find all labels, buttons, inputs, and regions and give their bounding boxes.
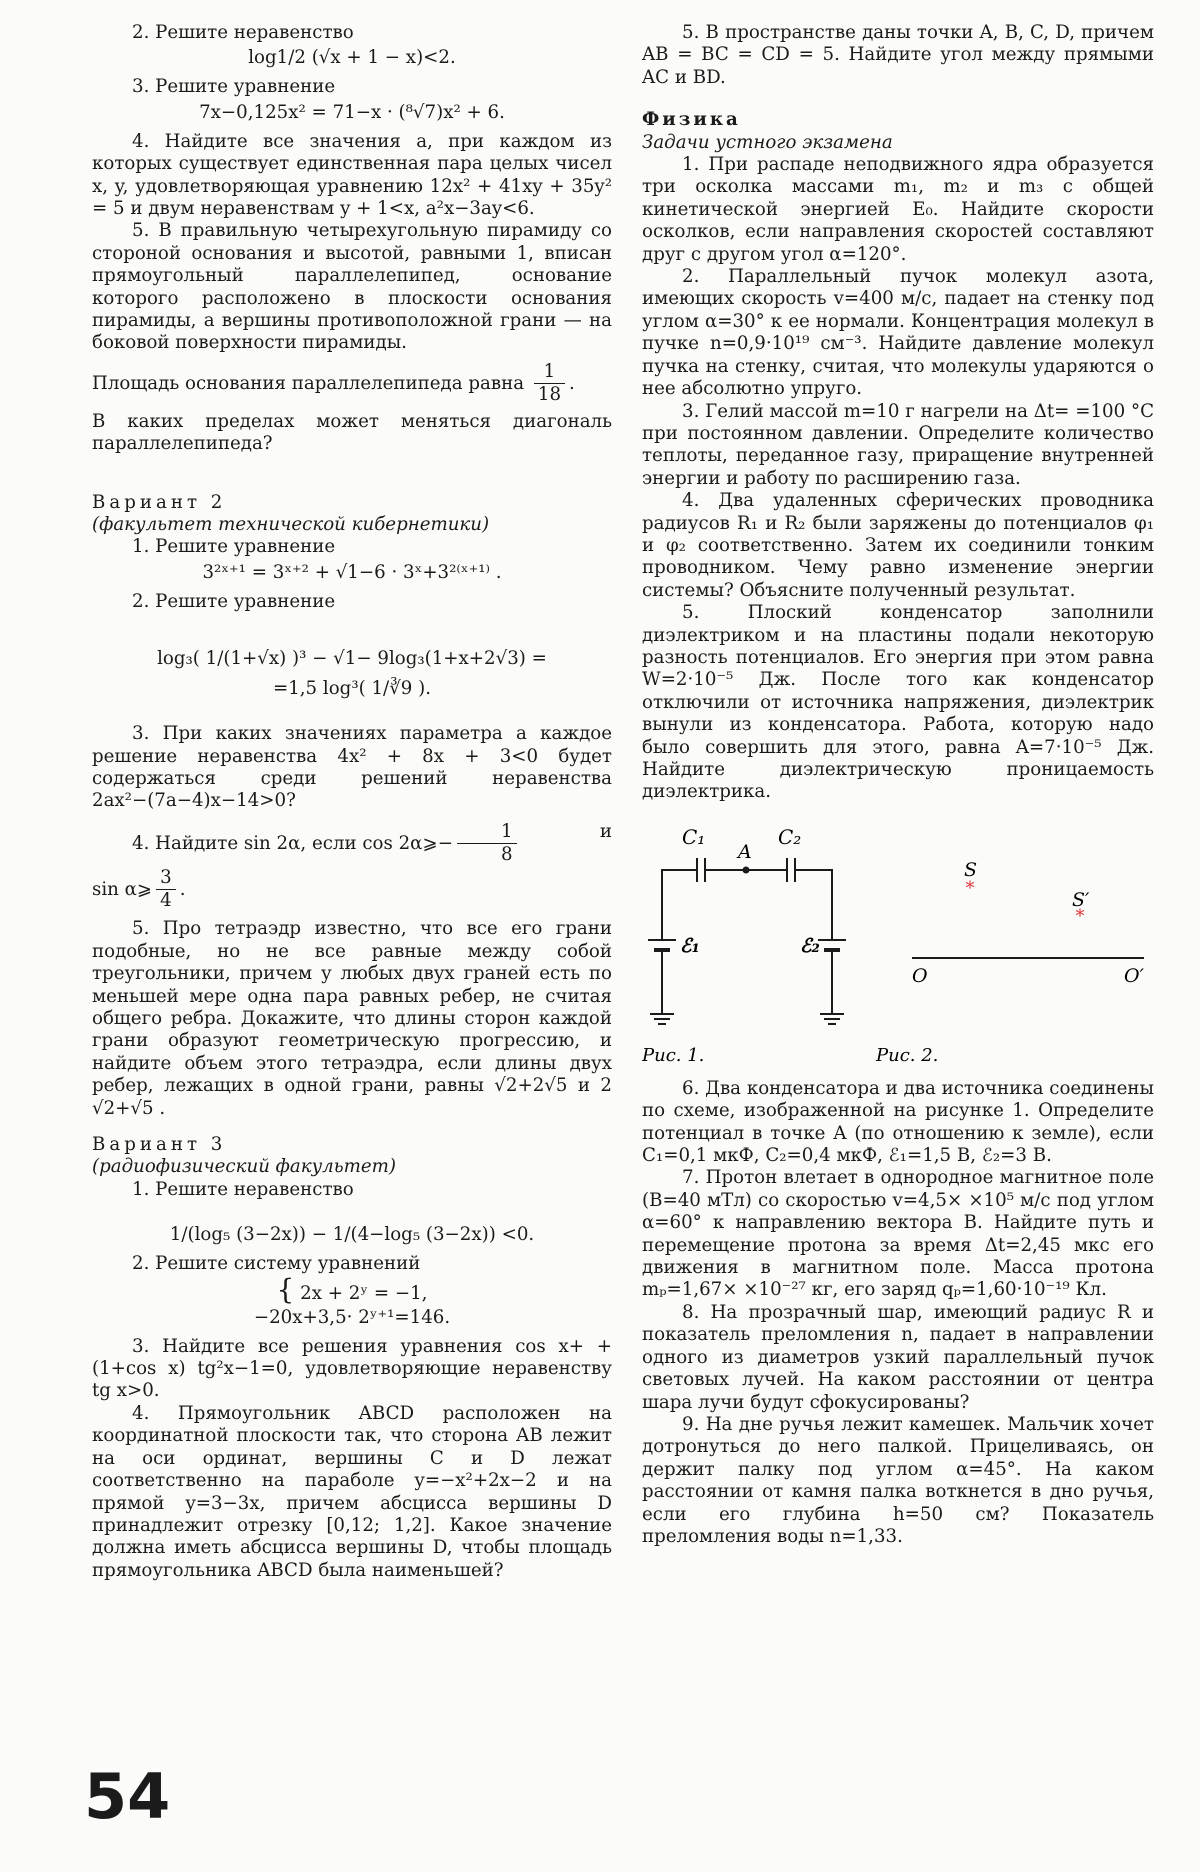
right-column [642, 22, 1154, 1548]
physics-problem-2: 2. Параллельный пучок молекул азота, имеющих скорость v=400 м/с, падает на стенку под углом α=30° к ее нормали. Концентрация молекул в пучке n=0,9·10¹⁹ см⁻³. Найдите давление молекул пучка на стенку, считая, что молекулы ударяются о нее абсолютно упруго. [642, 266, 1154, 400]
geometry-problem-5: 5. В пространстве даны точки A, B, C, D, причем AB = BC = CD = 5. Найдите угол между прямыми AC и BD. [642, 22, 1154, 88]
v3-problem-2: 2. Решите систему уравнений [132, 1253, 421, 1275]
variant-2-faculty: (факультет технической кибернетики) [92, 513, 490, 535]
v2-problem-1: 1. Решите уравнение [132, 536, 336, 558]
problem-4: 4. Найдите все значения a, при каждом из которых существует единственная пара целых чисел x, y, удовлетворяющая уравнению 12x² + 41xy + 35y² = 5 и двум неравенствам y + 1<x, a²x−3ay<6. [92, 130, 612, 220]
page-number: 54 [84, 1760, 171, 1833]
variant-3-heading: Вариант 3 [92, 1134, 227, 1156]
label-e1: ℰ₁ [680, 934, 700, 957]
v3-formula-2a: { 2x + 2ʸ = −1, [276, 1272, 428, 1306]
node-a-dot [743, 866, 750, 873]
variant-2-heading: Вариант 2 [92, 491, 227, 513]
variant-3-faculty: (радиофизический факультет) [92, 1156, 397, 1178]
fraction-1-18: $\frac{1}{18}$ [534, 361, 565, 407]
physics-problem-3: 3. Гелий массой m=10 г нагрели на Δt= =100 °С при постоянном давлении. Определите количество теплоты, переданное газу, приращение внутренней энергии и работу по расширению газа. [642, 400, 1154, 489]
v3-formula-1: 1/(log₅ (3−2x)) − 1/(4−log₅ (3−2x)) <0. [169, 1224, 535, 1246]
label-c2: C₂ [778, 824, 802, 849]
v3-formula-2b: −20x+3,5· 2ʸ⁺¹=146. [253, 1306, 451, 1328]
physics-problem-6: 6. Два конденсатора и два источника соединены по схеме, изображенной на рисунке 1. Определите потенциал в точке A (по отношению к земле), если C₁=0,1 мкФ, C₂=0,4 мкФ, ℰ₁=1,5 В, ℰ₂=3 В. [642, 1077, 1154, 1167]
label-s-prime: S′ [1072, 888, 1090, 911]
caption-fig-1: Рис. 1. [642, 1044, 705, 1066]
physics-problem-1: 1. При распаде неподвижного ядра образуется три осколка массами m₁, m₂ и m₃ с общей кинетической энергией E₀. Найдите скорости осколков, если направления скоростей составляют друг с другом угол α=120°. [642, 154, 1154, 265]
problem-5-area: Площадь основания параллелепипеда равна $\frac{1}{18}$ . [92, 360, 575, 406]
caption-fig-2: Рис. 2. [876, 1044, 939, 1066]
v2-problem-2: 2. Решите уравнение [132, 590, 336, 612]
v2-problem-4: 4. Найдите sin 2α, если cos 2α⩾− $\frac{1}{8}$ и [132, 820, 612, 866]
v2-problem-5: 5. Про тетраэдр известно, что все его грани подобные, но не все равные между собой треугольники, причем у любых двух граней есть по меньшей мере одна пара равных ребер, не считая общего ребра. Докажите, что длины сторон каждой грани образуют геометрическую прогрессию, и найдите объем этого тетраэдра, если длины двух ребер, лежащих в одной грани, равны √2+2√5 и 2 √2+√5 . [92, 918, 612, 1119]
formula-log-inequality: log1/2 (√x + 1 − x)<2. [248, 47, 456, 69]
v2-problem-4-cont: sin α⩾ $\frac{3}{4}$ . [92, 866, 186, 911]
circuit-diagram [648, 858, 1144, 1024]
v3-problem-3: 3. Найдите все решения уравнения cos x+ + (1+cos x) tg²x−1=0, удовлетворяющие неравенству tg x>0. [92, 1335, 612, 1402]
problem-5: 5. В правильную четырехугольную пирамиду со стороной основания и высотой, равными 1, вписан прямоугольный параллелепипед, основание которого расположено в плоскости основания пирамиды, а вершины противоположной грани — на боковой поверхности пирамиды. [92, 220, 612, 354]
physics-problem-9: 9. На дне ручья лежит камешек. Мальчик хочет дотронуться до него палкой. Прицеливаясь, он держит палку под углом α=45°. На каком расстоянии от камня палка воткнется в дно ручья, если его глубина h=50 см? Показатель преломления воды n=1,33. [642, 1413, 1154, 1547]
fraction-3-4: $\frac{3}{4}$ [156, 867, 176, 913]
figures [642, 818, 1154, 1068]
v2-problem-3: 3. При каких значениях параметра a каждое решение неравенства 4x² + 8x + 3<0 будет содержаться среди решений неравенства 2ax²−(7a−4)x−14>0? [92, 723, 612, 812]
figures-svg [642, 818, 1154, 1068]
physics-problem-7: 7. Протон влетает в однородное магнитное поле (B=40 мТл) со скоростью v=4,5× ×10⁵ м/с под углом α=60° к направлению вектора B. Найдите путь и перемещение протона за время Δt=2,45 мкс его движения в магнитном поле. Масса протона mₚ=1,67× ×10⁻²⁷ кг, его заряд qₚ=1,60·10⁻¹⁹ Кл. [642, 1167, 1154, 1301]
v2-formula-2b: =1,5 log³( 1/∛9 ). [272, 678, 432, 700]
physics-heading: Физика [642, 109, 741, 131]
label-s: S [964, 858, 978, 881]
problem-3: 3. Решите уравнение [132, 76, 336, 98]
physics-problem-4: 4. Два удаленных сферических проводника радиусов R₁ и R₂ были заряжены до потенциалов φ₁ и φ₂ соответственно. Затем их соединили тонким проводником. Чему равно изменение энергии системы? Объясните полученный результат. [642, 490, 1154, 601]
physics-problem-5: 5. Плоский конденсатор заполнили диэлектриком и на пластины подали некоторую разность потенциалов. Его энергия при этом равна W=2·10⁻⁵ Дж. После того как конденсатор отключили от источника напряжения, диэлектрик вынули из конденсатора. Работа, которую надо было совершить для этого, равна A=7·10⁻⁵ Дж. Найдите диэлектрическую проницаемость диэлектрика. [642, 602, 1154, 803]
problem-2: 2. Решите неравенство [132, 22, 354, 43]
fraction-1-8: $\frac{1}{8}$ [457, 821, 517, 867]
wire-left [662, 870, 697, 940]
label-e2: ℰ₂ [800, 934, 820, 957]
oral-exam-subheading: Задачи устного экзамена [642, 131, 893, 153]
label-o: O [912, 964, 928, 987]
left-column [92, 22, 612, 1582]
physics-problem-8: 8. На прозрачный шар, имеющий радиус R и показатель преломления n, падает в направлении одного из диаметров узкий параллельный пучок световых лучей. На каком расстоянии от центра шара лучи будут сфокусированы? [642, 1301, 1154, 1413]
image-s-prime-star-icon: * [1075, 905, 1085, 927]
v2-formula-2a: log₃( 1/(1+√x) )³ − √1− 9log₃(1+x+2√3) = [157, 648, 547, 670]
label-o-prime: O′ [1124, 964, 1144, 987]
source-s-star-icon: * [965, 877, 975, 899]
label-a: A [738, 840, 752, 863]
problem-5-question: В каких пределах может меняться диагональ параллелепипеда? [92, 410, 612, 455]
v2-formula-1: 3²ˣ⁺¹ = 3ˣ⁺² + √1−6 · 3ˣ+3²⁽ˣ⁺¹⁾ . [202, 561, 502, 583]
v3-problem-4: 4. Прямоугольник ABCD расположен на координатной плоскости так, что сторона AB лежит на оси ординат, вершины C и D лежат соответственно на параболе y=−x²+2x−2 и на прямой y=3−3x, причем абсцисса вершины D принадлежит отрезку [0,12; 1,2]. Какое значение должна иметь абсцисса вершины D, чтобы площадь прямоугольника ABCD была наименьшей? [92, 1402, 612, 1581]
v3-problem-1: 1. Решите неравенство [132, 1178, 354, 1200]
label-c1: C₁ [682, 824, 706, 849]
formula-exp-equation: 7x−0,125x² = 71−x · (⁸√7)x² + 6. [199, 101, 505, 123]
wire-right [795, 870, 832, 940]
